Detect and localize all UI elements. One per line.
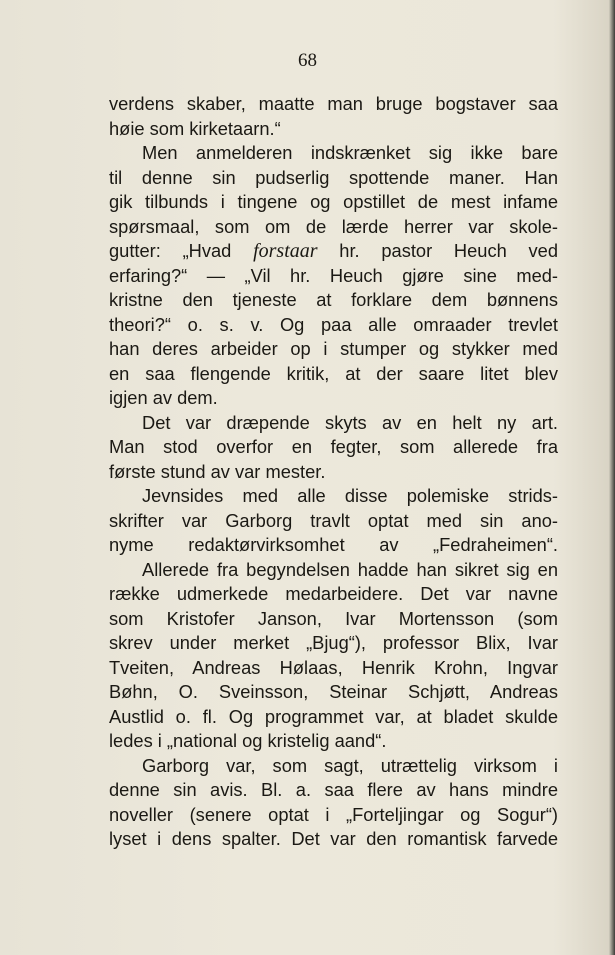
text-line: Det var dræpende skyts av en helt ny art.	[142, 411, 558, 433]
text-line: skrev under merket „Bjug“), professor Blix, Ivar	[109, 632, 558, 653]
text-line: noveller (senere optat i „Forteljingar og Sogur“)	[109, 803, 558, 825]
text-line: verdens skaber, maatte man bruge bogstaver saa	[109, 93, 558, 114]
line-segment: gutter: „Hvad	[109, 240, 254, 261]
text-line: igjen av dem.	[109, 387, 218, 408]
text-line: række udmerkede medarbeidere. Det var navne	[109, 583, 558, 604]
text-line: han deres arbeider op i stumper og stykker med	[109, 338, 558, 359]
text-line: kristne den tjeneste at forklare dem bønnens	[109, 289, 558, 310]
line-segment: hr. pastor Heuch ved	[317, 240, 558, 261]
text-line: Tveiten, Andreas Hølaas, Henrik Krohn, Ingvar	[109, 656, 558, 678]
body-text	[109, 92, 558, 852]
text-line: gik tilbunds i tingene og opstillet de mest infame	[109, 191, 558, 212]
text-line: til denne sin pudserlig spottende maner. Han	[109, 166, 558, 188]
text-line: Allerede fra begyndelsen hadde han sikret sig en	[142, 558, 558, 580]
text-line: høie som kirketaarn.“	[109, 117, 281, 139]
text-line: Man stod overfor en fegter, som allerede fra	[109, 436, 558, 457]
text-line: første stund av var mester.	[109, 460, 326, 482]
text-line: Men anmelderen indskrænket sig ikke bare	[142, 142, 558, 163]
text-line: lyset i dens spalter. Det var den romantisk farvede	[109, 828, 558, 849]
text-line: Jevnsides med alle disse polemiske strids-	[142, 485, 558, 506]
emphasized-word: forstaar	[253, 240, 318, 262]
text-line: spørsmaal, som om de lærde herrer var skole-	[109, 215, 558, 237]
text-line: erfaring?“ — „Vil hr. Heuch gjøre sine med-	[109, 264, 558, 286]
text-line: Bøhn, O. Sveinsson, Steinar Schjøtt, Andreas	[109, 681, 558, 702]
page-number: 68	[298, 50, 317, 71]
text-line: Austlid o. fl. Og programmet var, at bladet skulde	[109, 705, 558, 727]
text-line: Garborg var, som sagt, utrættelig virksom i	[142, 754, 558, 776]
text-line: skrifter var Garborg travlt optat med sin ano-	[109, 509, 558, 531]
text-line-with-emphasis	[109, 239, 558, 264]
text-line: nyme redaktørvirksomhet av „Fedraheimen“.	[109, 534, 558, 555]
text-line: denne sin avis. Bl. a. saa flere av hans mindre	[109, 779, 558, 800]
text-line: theori?“ o. s. v. Og paa alle omraader trevlet	[109, 313, 558, 335]
text-line: ledes i „national og kristelig aand“.	[109, 730, 387, 751]
text-line: en saa flengende kritik, at der saare litet blev	[109, 362, 558, 384]
text-line: som Kristofer Janson, Ivar Mortensson (som	[109, 607, 558, 629]
